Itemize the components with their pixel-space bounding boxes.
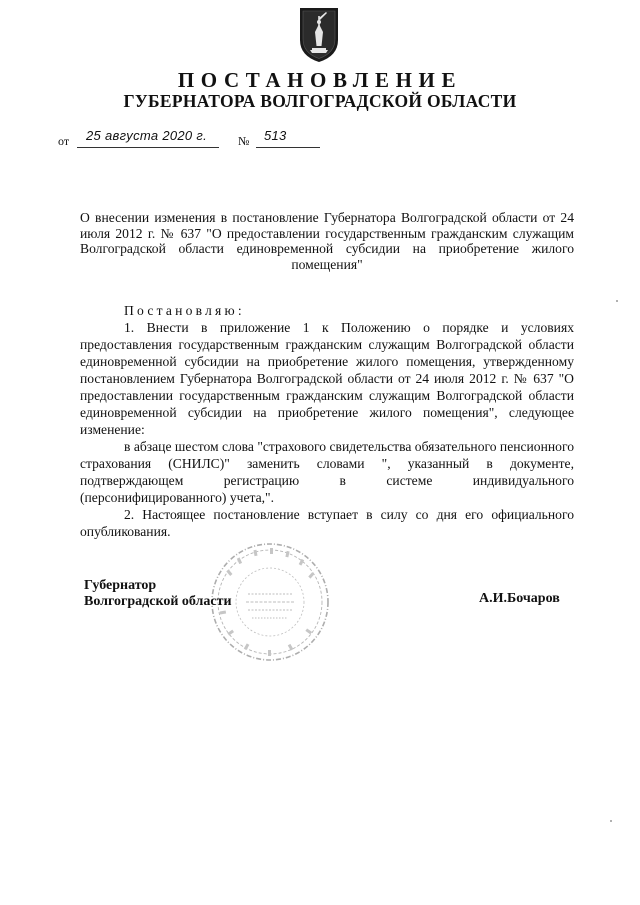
- document-number: 513: [264, 128, 287, 143]
- scan-speck: [610, 820, 612, 822]
- body-paragraph: 1. Внести в приложение 1 к Положению о порядке и условиях предоставления государственным гражданским служащим Волгоградской области единовременной субсидии на приобретение жилого помещения, утвержденному постановлением Губернатора Волгоградской области от 24 июля 2012 г. № 637 "О предоставлении государственным гражданским служащим Волгоградской области единовременной субсидии на приобретение жилого помещения", следующее изменение:: [80, 320, 574, 437]
- date-prefix: от: [58, 134, 70, 148]
- document-date: 25 августа 2020 г.: [86, 128, 207, 143]
- signatory-position-line1: Губернатор: [84, 578, 157, 593]
- number-prefix: №: [238, 134, 250, 148]
- signatory-name: А.И.Бочаров: [479, 591, 560, 606]
- document-issuer: ГУБЕРНАТОРА ВОЛГОГРАДСКОЙ ОБЛАСТИ: [123, 91, 517, 111]
- document-subject: О внесении изменения в постановление Губернатора Волгоградской области от 24 июля 2012 г. № 637 "О предоставлении государственным гражданским служащим Волгоградской области единовременной субсидии на приобретение жилого помещения": [80, 210, 574, 272]
- volgograd-coat-of-arms-icon: [298, 6, 340, 64]
- body-paragraph: 2. Настоящее постановление вступает в силу со дня его официального опубликования.: [80, 507, 574, 539]
- decree-word: Постановляю:: [124, 303, 245, 318]
- body-paragraph: в абзаце шестом слова "страхового свидетельства обязательного пенсионного страхования (СНИЛС)" заменить словами ", указанный в документе, подтверждающем регистрацию в системе индивидуального (персонифицированного) учета,".: [80, 439, 574, 505]
- document-body: [80, 302, 574, 540]
- signatory-position: [84, 578, 232, 610]
- date-underline: [77, 147, 219, 148]
- document-requisites: [58, 128, 358, 150]
- signatory-position-line2: Волгоградской области: [84, 594, 232, 609]
- scan-speck: [616, 300, 618, 302]
- document-title: ПОСТАНОВЛЕНИЕ: [177, 68, 463, 92]
- number-underline: [256, 147, 320, 148]
